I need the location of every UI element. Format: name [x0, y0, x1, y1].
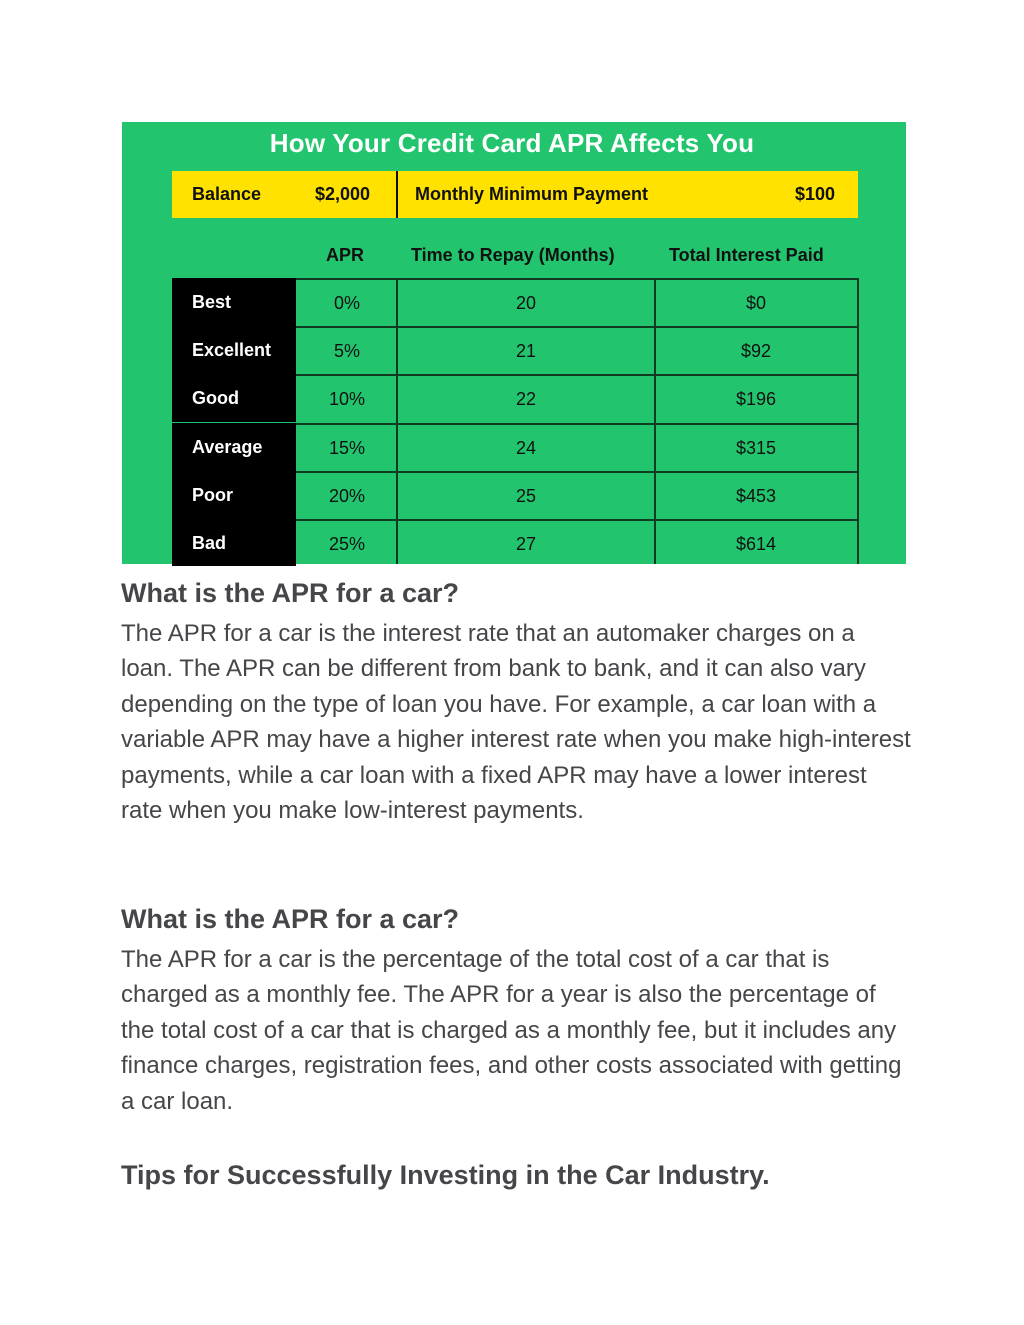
- header-total-interest: Total Interest Paid: [669, 245, 824, 265]
- apr-cell: 20%: [328, 486, 366, 506]
- months-cell: 22: [515, 389, 537, 409]
- table-row: [172, 423, 858, 471]
- row-label: Best: [172, 278, 296, 326]
- balance-label: Balance: [192, 184, 262, 204]
- row-label: Good: [172, 374, 296, 422]
- table-divider: [396, 278, 398, 564]
- section-heading: What is the APR for a car?: [121, 578, 460, 608]
- months-cell: 21: [515, 341, 537, 361]
- months-cell: 24: [515, 438, 537, 458]
- payment-label: Monthly Minimum Payment: [415, 184, 649, 204]
- interest-cell: $92: [740, 341, 772, 361]
- balance-value: $2,000: [315, 184, 371, 204]
- payment-value: $100: [795, 184, 836, 204]
- section-heading: What is the APR for a car?: [121, 904, 460, 934]
- months-cell: 27: [515, 534, 537, 554]
- interest-cell: $453: [735, 486, 777, 506]
- row-label: Poor: [172, 471, 296, 519]
- row-label: Excellent: [172, 326, 296, 374]
- interest-cell: $315: [735, 438, 777, 458]
- months-cell: 25: [515, 486, 537, 506]
- table-divider: [857, 278, 859, 564]
- section-paragraph: The APR for a car is the interest rate that an automaker charges on a loan. The APR can be different from bank to bank, and it can also vary depending on the type of loan you have. For example, a car loan with a variable APR may have a higher interest rate when you make high-interest payments, while a car loan with a fixed APR may have a lower interest rate when you make low-interest payments.: [121, 620, 911, 825]
- apr-cell: 10%: [328, 389, 366, 409]
- section-heading: Tips for Successfully Investing in the Car Industry.: [121, 1160, 770, 1190]
- section-paragraph: The APR for a car is the percentage of the total cost of a car that is charged as a monthly fee. The APR for a year is also the percentage of the total cost of a car that is charged as a monthly fee, but it includes any finance charges, registration fees, and other costs associated with getting a car loan.: [121, 946, 902, 1115]
- apr-cell: 25%: [328, 534, 366, 554]
- summary-divider: [396, 171, 398, 218]
- row-label: Bad: [172, 519, 296, 566]
- infographic-title: How Your Credit Card APR Affects You: [269, 128, 755, 158]
- apr-cell: 0%: [333, 293, 360, 313]
- table-row: [172, 374, 858, 422]
- apr-table: [172, 278, 858, 564]
- table-row: [172, 326, 858, 374]
- interest-cell: $614: [735, 534, 777, 554]
- header-time-to-repay: Time to Repay (Months): [411, 245, 615, 265]
- interest-cell: $196: [735, 389, 777, 409]
- table-row: [172, 278, 858, 326]
- apr-cell: 5%: [333, 341, 360, 361]
- header-apr: APR: [326, 245, 365, 265]
- interest-cell: $0: [745, 293, 767, 313]
- row-label: Average: [172, 423, 296, 471]
- months-cell: 20: [515, 293, 537, 313]
- apr-cell: 15%: [328, 438, 366, 458]
- table-row: [172, 471, 858, 519]
- table-divider: [654, 278, 656, 564]
- table-row: [172, 519, 858, 564]
